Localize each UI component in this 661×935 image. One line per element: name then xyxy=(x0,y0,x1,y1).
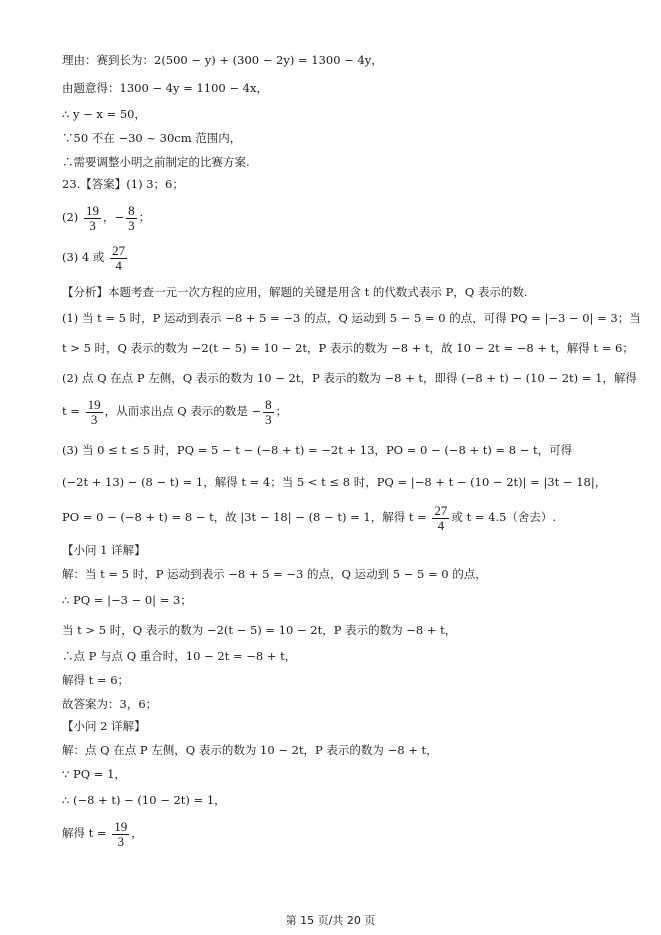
text-line: (3) 当 0 ≤ t ≤ 5 时，PQ = 5 − t − (−8 + t) = −2t + 13，PO = 0 − (−8 + t) = 8 − t，可得 xyxy=(62,443,573,457)
text-line: t > 5 时，Q 表示的数为 −2(t − 5) = 10 − 2t，P 表示的数为 −8 + t，故 10 − 2t = −8 + t，解得 t = 6； xyxy=(62,341,634,355)
part-label: (3) 4 或 xyxy=(62,250,105,264)
text-line: ∴点 P 与点 Q 重合时，10 − 2t = −8 + t， xyxy=(62,649,297,663)
text-line: ∵ PQ = 1， xyxy=(62,767,126,781)
text-line: PO = 0 − (−8 + t) = 8 − t，故 |3t − 18| − (8 − t) = 1，解得 t = $\frac{27}{4}$ 或 t = 4.5（舍去）. xyxy=(62,502,557,533)
text-line: 故答案为：3，6； xyxy=(62,697,158,711)
fraction: $\frac{27}{4}$ xyxy=(434,502,448,533)
text-line: 解：点 Q 在点 P 左侧，Q 表示的数为 10 − 2t，P 表示的数为 −8 + t， xyxy=(62,743,438,757)
text-line: 理由：赛到长为：2(500 − y) + (300 − 2y) = 1300 − 4y， xyxy=(62,53,383,67)
fraction: $\frac{27}{4}$ xyxy=(112,242,126,273)
text-line: (−2t + 13) − (8 − t) = 1，解得 t = 4；当 5 < t ≤ 8 时，PQ = |−8 + t − (10 − 2t)| = |3t − 18|， xyxy=(62,475,607,489)
fraction: $\frac{19}{3}$ xyxy=(85,202,99,233)
page-footer: 第 15 页/共 20 页 xyxy=(285,914,376,927)
text-line: 解：当 t = 5 时，P 运动到表示 −8 + 5 = −3 的点，Q 运动到 5 − 5 = 0 的点， xyxy=(62,567,487,581)
text-line: 当 t > 5 时，Q 表示的数为 −2(t − 5) = 10 − 2t，P 表示的数为 −8 + t， xyxy=(62,623,457,637)
text-line: ∴ PQ = |−3 − 0| = 3； xyxy=(62,593,192,607)
text-line: ∴ y − x = 50， xyxy=(62,107,146,121)
text-line: (2) 点 Q 在点 P 左侧，Q 表示的数为 10 − 2t，P 表示的数为 −8 + t，即得 (−8 + t) − (10 − 2t) = 1，解得 xyxy=(62,371,637,385)
analysis-heading: 【分析】本题考查一元一次方程的应用，解题的关键是用含 t 的代数式表示 P，Q 表示的数. xyxy=(62,285,528,299)
answer-heading: 23.【答案】(1) 3；6； xyxy=(62,177,184,191)
text-line: 由题意得：1300 − 4y = 1100 − 4x， xyxy=(62,81,268,95)
fraction: $\frac{8}{3}$ xyxy=(128,202,135,233)
text-line: ∴需要调整小明之前制定的比赛方案. xyxy=(62,155,250,169)
section-heading: 【小问 2 详解】 xyxy=(62,719,146,733)
text-line: 解得 t = 6； xyxy=(62,673,130,687)
fraction: $\frac{19}{3}$ xyxy=(87,396,101,427)
text-line: ∵50 不在 −30 ~ 30cm 范围内， xyxy=(62,131,242,145)
answer-part-2: (2) $\frac{19}{3}$ ，− $\frac{8}{3}$ ； xyxy=(62,202,151,233)
text-line: ∴ (−8 + t) − (10 − 2t) = 1， xyxy=(62,793,226,807)
part-label: (2) xyxy=(62,210,79,224)
text-line: t = $\frac{19}{3}$ ，从而求出点 Q 表示的数是 − $\frac{8}{3}$ ； xyxy=(62,396,288,427)
section-heading: 【小问 1 详解】 xyxy=(62,543,146,557)
text-line: 解得 t = $\frac{19}{3}$ ， xyxy=(62,818,143,849)
answer-part-3 xyxy=(62,242,129,273)
fraction: $\frac{8}{3}$ xyxy=(265,396,272,427)
text-line: (1) 当 t = 5 时，P 运动到表示 −8 + 5 = −3 的点，Q 运动到 5 − 5 = 0 的点，可得 PQ = |−3 − 0| = 3；当 xyxy=(62,311,641,325)
fraction: $\frac{19}{3}$ xyxy=(114,818,128,849)
